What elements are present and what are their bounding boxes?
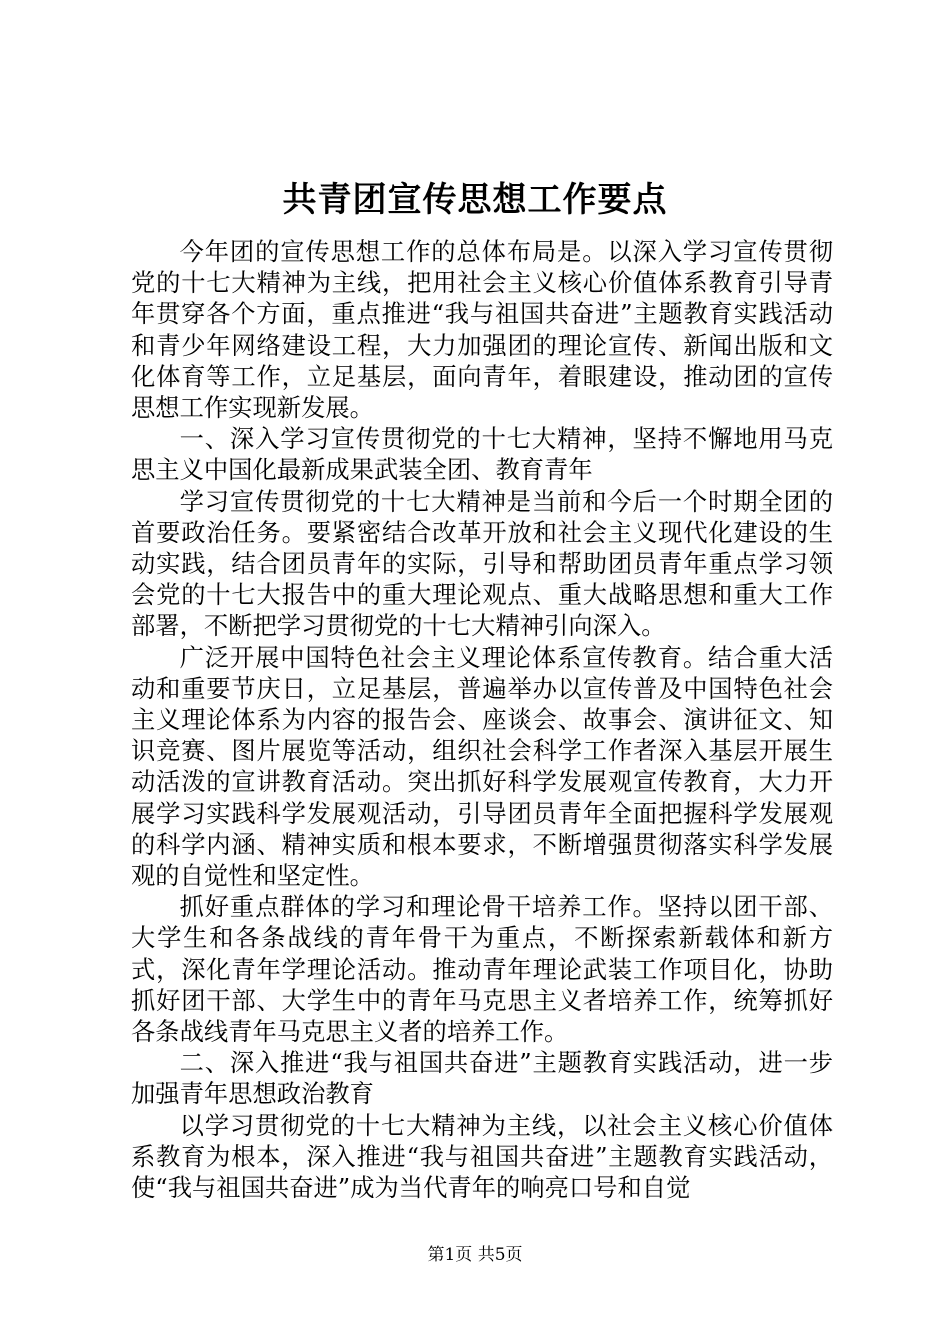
paragraph-key-groups: 抓好重点群体的学习和理论骨干培养工作。坚持以团干部、大学生和各条战线的青年骨干为重点，不断探索新载体和新方式，深化青年学理论活动。推动青年理论武装工作项目化，协助抓好团干部、大学生中的青年马克思主义者培养工作，统筹抓好各条战线青年马克思主义者的培养工作。 (131, 892, 833, 1047)
section-heading-2: 二、深入推进“我与祖国共奋进”主题教育实践活动，进一步加强青年思想政治教育 (131, 1048, 833, 1109)
paragraph-theme-activity: 以学习贯彻党的十七大精神为主线，以社会主义核心价值体系教育为根本，深入推进“我与祖国共奋进”主题教育实践活动，使“我与祖国共奋进”成为当代青年的响亮口号和自觉 (131, 1110, 833, 1203)
paragraph-overview: 今年团的宣传思想工作的总体布局是。以深入学习宣传贯彻党的十七大精神为主线，把用社会主义核心价值体系教育引导青年贯穿各个方面，重点推进“我与祖国共奋进”主题教育实践活动和青少年网络建设工程，大力加强团的理论宣传、新闻出版和文化体育等工作，立足基层，面向青年，着眼建设，推动团的宣传思想工作实现新发展。 (131, 237, 833, 423)
section-heading-1: 一、深入学习宣传贯彻党的十七大精神，坚持不懈地用马克思主义中国化最新成果武装全团、教育青年 (131, 424, 833, 485)
paragraph-study-spirit: 学习宣传贯彻党的十七大精神是当前和今后一个时期全团的首要政治任务。要紧密结合改革开放和社会主义现代化建设的生动实践，结合团员青年的实际，引导和帮助团员青年重点学习领会党的十七大报告中的重大理论观点、重大战略思想和重大工作部署，不断把学习贯彻党的十七大精神引向深入。 (131, 486, 833, 641)
paragraph-theory-education: 广泛开展中国特色社会主义理论体系宣传教育。结合重大活动和重要节庆日，立足基层，普遍举办以宣传普及中国特色社会主义理论体系为内容的报告会、座谈会、故事会、演讲征文、知识竞赛、图片展览等活动，组织社会科学工作者深入基层开展生动活泼的宣讲教育活动。突出抓好科学发展观宣传教育，大力开展学习实践科学发展观活动，引导团员青年全面把握科学发展观的科学内涵、精神实质和根本要求，不断增强贯彻落实科学发展观的自觉性和坚定性。 (131, 642, 833, 891)
document-title: 共青团宣传思想工作要点 (282, 180, 668, 220)
document-body (131, 236, 833, 1203)
page-footer: 第1页 共5页 (427, 1245, 523, 1265)
